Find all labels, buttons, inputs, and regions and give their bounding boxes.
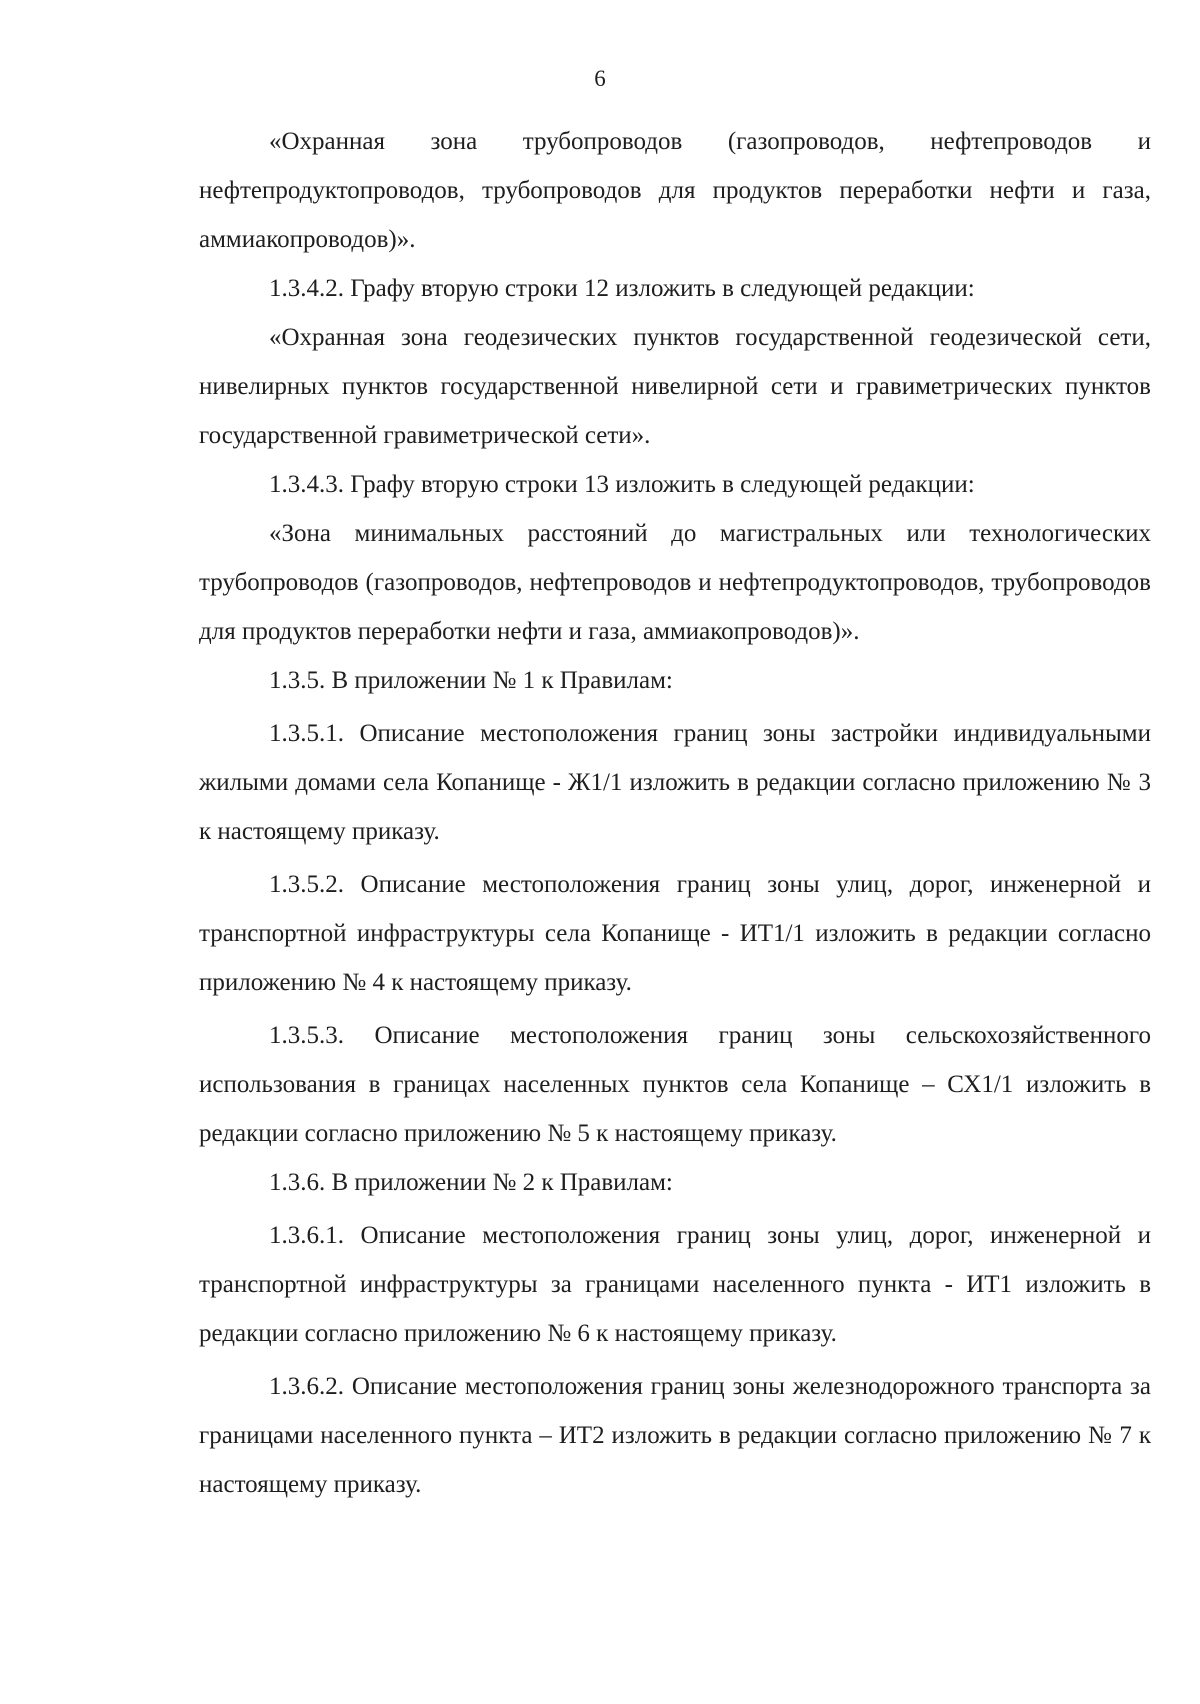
paragraph-1-3-6-1: 1.3.6.1. Описание местоположения границ зоны улиц, дорог, инженерной и транспортной инфраструктуры за границами населенного пункта - ИТ1 изложить в редакции согласно приложению № 6 к настоящему приказу. (199, 1222, 1151, 1347)
paragraph-1-3-5: 1.3.5. В приложении № 1 к Правилам: (269, 667, 673, 694)
paragraph-1-3-6-2: 1.3.6.2. Описание местоположения границ зоны железнодорожного транспорта за границами населенного пункта – ИТ2 изложить в редакции согласно приложению № 7 к настоящему приказу. (199, 1373, 1151, 1498)
paragraph-quote-geodetic-zone: «Охранная зона геодезических пунктов государственной геодезической сети, нивелирных пунктов государственной нивелирной сети и гравиметрических пунктов государственной гравиметрической сети». (199, 324, 1151, 449)
page-number: 6 (594, 66, 606, 91)
paragraph-1-3-4-2: 1.3.4.2. Графу вторую строки 12 изложить в следующей редакции: (269, 275, 975, 302)
paragraph-quote-pipeline-zone: «Охранная зона трубопроводов (газопроводов, нефтепроводов и нефтепродуктопроводов, трубопроводов для продуктов переработки нефти и газа, аммиакопроводов)». (199, 128, 1151, 253)
document-body (199, 117, 1151, 1509)
paragraph-quote-min-distance-zone: «Зона минимальных расстояний до магистральных или технологических трубопроводов (газопроводов, нефтепроводов и нефтепродуктопроводов, трубопроводов для продуктов переработки нефти и газа, аммиакопроводов)». (199, 520, 1151, 645)
paragraph-1-3-5-3: 1.3.5.3. Описание местоположения границ зоны сельскохозяйственного использования в границах населенных пунктов села Копанище – СХ1/1 изложить в редакции согласно приложению № 5 к настоящему приказу. (199, 1022, 1151, 1147)
paragraph-1-3-5-1: 1.3.5.1. Описание местоположения границ зоны застройки индивидуальными жилыми домами села Копанище - Ж1/1 изложить в редакции согласно приложению № 3 к настоящему приказу. (199, 720, 1151, 845)
paragraph-1-3-5-2: 1.3.5.2. Описание местоположения границ зоны улиц, дорог, инженерной и транспортной инфраструктуры села Копанище - ИТ1/1 изложить в редакции согласно приложению № 4 к настоящему приказу. (199, 871, 1151, 996)
paragraph-1-3-4-3: 1.3.4.3. Графу вторую строки 13 изложить в следующей редакции: (269, 471, 975, 498)
paragraph-1-3-6: 1.3.6. В приложении № 2 к Правилам: (269, 1169, 673, 1196)
